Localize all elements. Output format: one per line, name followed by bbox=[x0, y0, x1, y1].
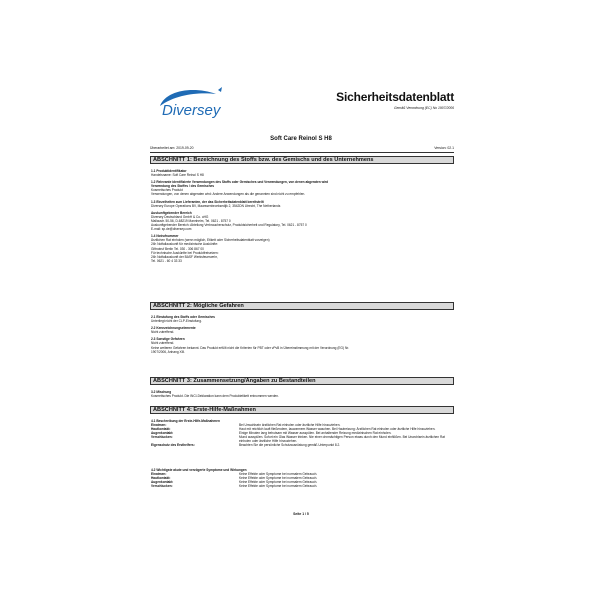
text-line: Handelsname: Soft Care Reinol S H8 bbox=[151, 173, 204, 178]
text-line: Unterliegt nicht der CLP-Einstufung. bbox=[151, 319, 202, 324]
row-value: Keine Effekte oder Symptome bei normalem Gebrauch. bbox=[239, 483, 318, 488]
text-line: Nicht zutreffend. bbox=[151, 341, 175, 346]
section-1-body bbox=[151, 169, 450, 263]
first-aid-table bbox=[151, 424, 450, 447]
text-line: Diversey Europe Operations BV, Maarssenbroeksedijk 2, 3542DN Utrecht, The Netherlands bbox=[151, 203, 281, 208]
row-key: Eigenschutz des Ersthelfers: bbox=[151, 442, 195, 447]
document-page bbox=[148, 76, 454, 526]
text-line: Tel. 0621 - 60 4 33 33 bbox=[151, 258, 182, 263]
row-value: Keine Effekte oder Symptome bei normalem Gebrauch. bbox=[239, 479, 318, 484]
text-line: Mallaustr. 50-56, D-68219 Mannheim, Tel. 0621 - 8757 0 bbox=[151, 218, 231, 223]
row-value: Keine Effekte oder Symptome bei normalem Gebrauch. bbox=[239, 472, 318, 476]
section-1-heading: ABSCHNITT 1: Bezeichnung des Stoffs bzw. des Gemischs und des Unternehmens bbox=[150, 156, 454, 164]
section-3-body bbox=[151, 390, 450, 398]
row-key: Augenkontakt: bbox=[151, 430, 174, 435]
table-row bbox=[151, 485, 450, 489]
row-value: Haut mit reichlich lauft fließendem, lauwarmem Wasser waschen. Bei Hautreizung: Ärztlichen Rat einholen oder ärztliche Hilfe hinzuziehen. bbox=[239, 426, 436, 431]
subheading: 1.4 Notrufnummer bbox=[151, 234, 179, 239]
text-line: Ärztlichen Rat einholen (wenn möglich, Etikett oder Sicherheitsdatenblatt vorzeigen) bbox=[151, 238, 270, 243]
table-row bbox=[151, 444, 450, 448]
text-line: Kosmetisches Produkt. Die INCI-Deklaration kann dem Produktetikett entnommen werden. bbox=[151, 394, 279, 399]
text-line: Kosmetisches Produkt bbox=[151, 188, 183, 193]
text-line: 24h Notfallauskunft der BASF Werksfeuerwehr, bbox=[151, 254, 218, 259]
subheading: 3.2 Mischung bbox=[151, 390, 172, 394]
document-subtitle: Gemäß Verordnung (EC) No 1907/2006 bbox=[394, 106, 454, 110]
subheading: 2.1 Einstufung des Stoffs oder Gemisches bbox=[151, 315, 215, 319]
logo-text: Diversey bbox=[162, 102, 221, 119]
row-value: Einige Minuten lang behutsam mit Wasser ausspülen. Bei anhaltender Reizung medizinischen Rat einholen. bbox=[239, 430, 392, 435]
subheading: 4.2 Wichtigste akute und verzögerte Symptome und Wirkungen bbox=[151, 468, 247, 472]
section-3-heading: ABSCHNITT 3: Zusammensetzung/Angaben zu Bestandteilen bbox=[150, 377, 454, 385]
text-line: Nicht zutreffend. bbox=[151, 330, 175, 335]
revision-date: Überarbeitet am: 2019-09-20 bbox=[150, 146, 194, 150]
row-value: Beachten Sie die persönliche Schutzausrüstung gemäß Unterpunkt 8.2. bbox=[239, 442, 341, 447]
page-number: Seite 1 / 5 bbox=[293, 512, 309, 516]
text-line: Verwendungen, von denen abgeraten wird: Andere Anwendungen als die genannten sind nicht zu empfehlen. bbox=[151, 192, 306, 197]
document-title: Sicherheitsdatenblatt bbox=[336, 90, 454, 104]
text-line: Auskunftgebender Bereich: Abteilung Verbraucherschutz, Produktsicherheit und Regulatory, Tel. 0621 - 8757 0 bbox=[151, 223, 307, 228]
text-line: E-mail: sp.de@diversey.com bbox=[151, 227, 192, 232]
row-key: Einatmen: bbox=[151, 423, 167, 427]
subheading: Verwendung des Stoffes / des Gemisches bbox=[151, 184, 215, 189]
subheading: 1.1 Produktidentifikator bbox=[151, 169, 187, 173]
row-key: Verschlucken: bbox=[151, 483, 173, 488]
row-key: Hautkontakt: bbox=[151, 426, 171, 431]
row-key: Augenkontakt: bbox=[151, 479, 174, 484]
row-key: Einatmen: bbox=[151, 472, 167, 476]
divider bbox=[150, 152, 454, 153]
subheading: 2.2 Kennzeichnungselemente bbox=[151, 326, 196, 331]
row-key: Verschlucken: bbox=[151, 434, 173, 439]
product-name: Soft Care Reinol S H8 bbox=[270, 136, 332, 142]
subheading: Auskunftgebender Bereich bbox=[151, 210, 192, 215]
row-value: Mund ausspülen. Sofort ein Glas Wasser trinken. Nie einer ohnmächtigen Person etwas durch den Mund einflößen. Bei Unwohlsein ärztlichen Rat einholen oder ärztliche Hilfe hinzuziehen. bbox=[239, 434, 445, 443]
diversey-logo bbox=[156, 84, 238, 124]
text-line: Für technische Auskünfte bei Produktfreisetzen: bbox=[151, 250, 219, 255]
text-line: 24h Notfallauskunft für medizinische Auskünfte: bbox=[151, 242, 218, 247]
text-line: Giftnotruf Berlin Tel. 030 - 306 867 00 bbox=[151, 246, 204, 251]
subheading: 1.3 Einzelheiten zum Lieferanten, der das Sicherheitsdatenblatt bereitstellt bbox=[151, 199, 264, 204]
section-4-heading: ABSCHNITT 4: Erste-Hilfe-Maßnahmen bbox=[150, 406, 454, 414]
row-key: Hautkontakt: bbox=[151, 475, 171, 480]
row-value: Keine Effekte oder Symptome bei normalem Gebrauch. bbox=[239, 475, 318, 480]
text-line: Keine weiteren Gefahren bekannt. Das Produkt erfüllt nicht die Kriterien für PBT oder vPvB in Übereinstimmung mit der Verordnung (EG) Nr. bbox=[151, 345, 350, 350]
meta-row bbox=[150, 146, 454, 150]
version-label: Version: 02.1 bbox=[434, 146, 454, 150]
symptoms-table bbox=[151, 473, 450, 489]
subheading: 2.3 Sonstige Gefahren bbox=[151, 337, 185, 342]
subheading: 1.2 Relevante identifizierte Verwendungen des Stoffs oder Gemisches und Verwendungen, von denen abgeraten wird bbox=[151, 180, 329, 185]
text-line: Diversey Deutschland GmbH & Co. oHG bbox=[151, 214, 209, 219]
row-value: Bei Unwohlsein ärztlichen Rat einholen oder ärztliche Hilfe hinzuziehen. bbox=[239, 423, 341, 427]
section-2-heading: ABSCHNITT 2: Mögliche Gefahren bbox=[150, 302, 454, 310]
section-2-body bbox=[151, 315, 450, 354]
text-line: 1907/2006, Anhang XIII. bbox=[151, 349, 186, 354]
subheading: 4.1 Beschreibung der Erste-Hilfe-Maßnahmen bbox=[151, 419, 220, 423]
